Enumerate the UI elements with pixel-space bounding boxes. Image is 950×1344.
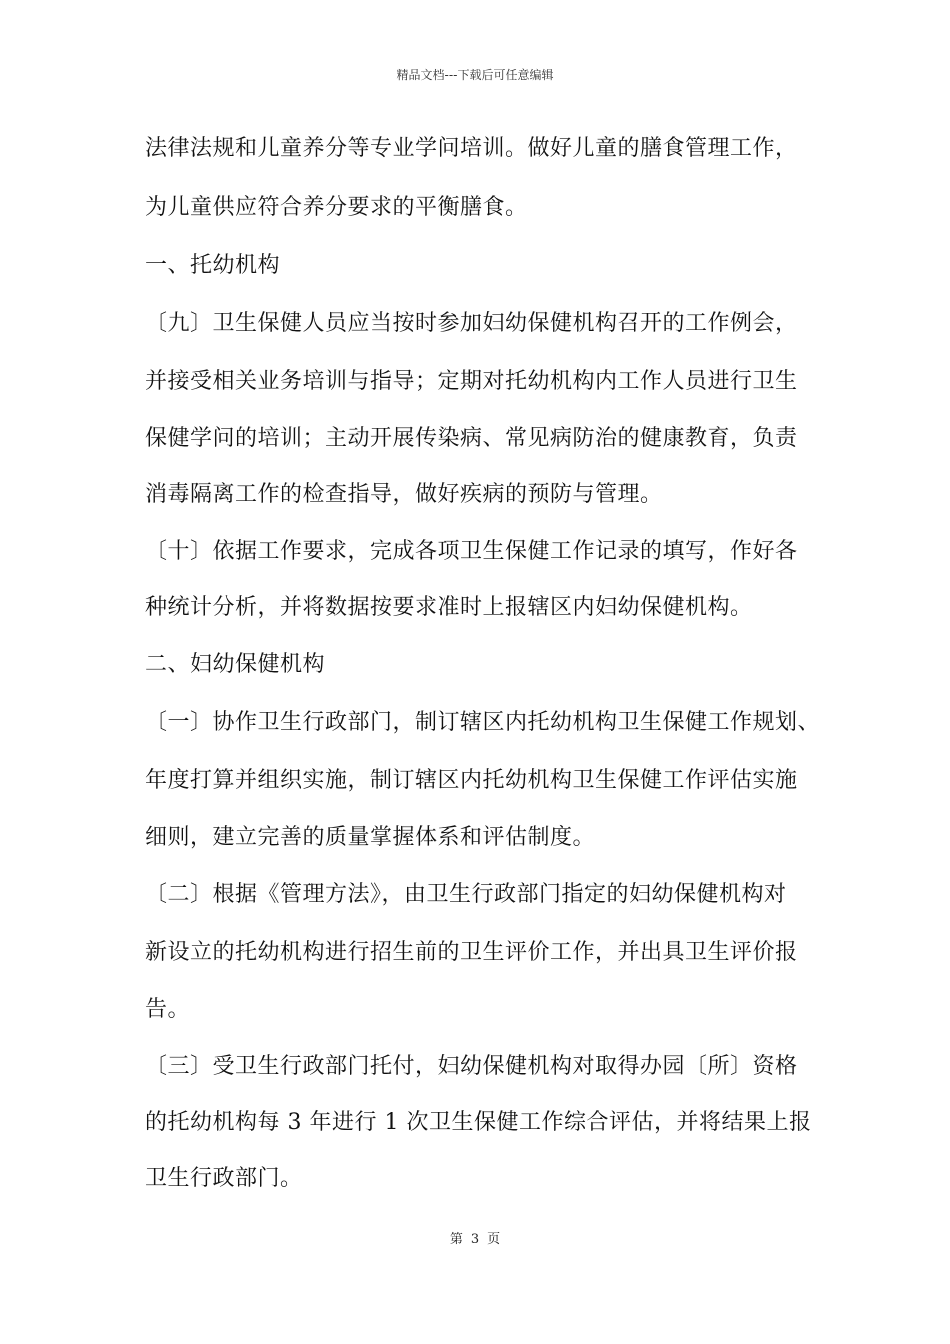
section-heading: 二、妇幼保健机构 <box>145 652 326 677</box>
text-line: 细则，建立完善的质量掌握体系和评估制度。 <box>145 825 596 850</box>
page-number: 3 <box>470 1232 480 1247</box>
text-line: 年度打算并组织实施，制订辖区内托幼机构卫生保健工作评估实施 <box>145 768 798 793</box>
text-line: 种统计分析，并将数据按要求准时上报辖区内妇幼保健机构。 <box>145 595 753 620</box>
text-line: 并接受相关业务培训与指导；定期对托幼机构内工作人员进行卫生 <box>145 369 798 394</box>
page-header-watermark: 精品文档---下载后可任意编辑 <box>396 68 554 82</box>
text-line: 的托幼机构每 3 年进行 1 次卫生保健工作综合评估，并将结果上报 <box>145 1110 812 1135</box>
page-number-footer <box>0 1228 950 1247</box>
section-heading: 一、托幼机构 <box>145 253 281 278</box>
text-line: 〔一〕协作卫生行政部门，制订辖区内托幼机构卫生保健工作规划、 <box>145 710 821 735</box>
text-line: 法律法规和儿童养分等专业学问培训。做好儿童的膳食管理工作， <box>145 136 798 161</box>
text-line: 新设立的托幼机构进行招生前的卫生评价工作，并出具卫生评价报 <box>145 940 798 965</box>
text-line: 〔二〕根据《管理方法》，由卫生行政部门指定的妇幼保健机构对 <box>145 882 787 907</box>
text-line: 〔九〕卫生保健人员应当按时参加妇幼保健机构召开的工作例会， <box>145 311 798 336</box>
text-line: 告。 <box>145 997 191 1022</box>
text-line: 消毒隔离工作的检查指导，做好疾病的预防与管理。 <box>145 482 663 507</box>
text-line: 〔三〕受卫生行政部门托付，妇幼保健机构对取得办园〔所〕资格 <box>145 1054 798 1079</box>
text-line: 〔十〕依据工作要求，完成各项卫生保健工作记录的填写，作好各 <box>145 539 798 564</box>
text-line: 卫生行政部门。 <box>145 1166 303 1191</box>
page-label-prefix: 第 <box>449 1232 463 1247</box>
text-line: 为儿童供应符合养分要求的平衡膳食。 <box>145 195 528 220</box>
page-label-suffix: 页 <box>487 1232 501 1247</box>
text-line: 保健学问的培训；主动开展传染病、常见病防治的健康教育，负责 <box>145 426 798 451</box>
